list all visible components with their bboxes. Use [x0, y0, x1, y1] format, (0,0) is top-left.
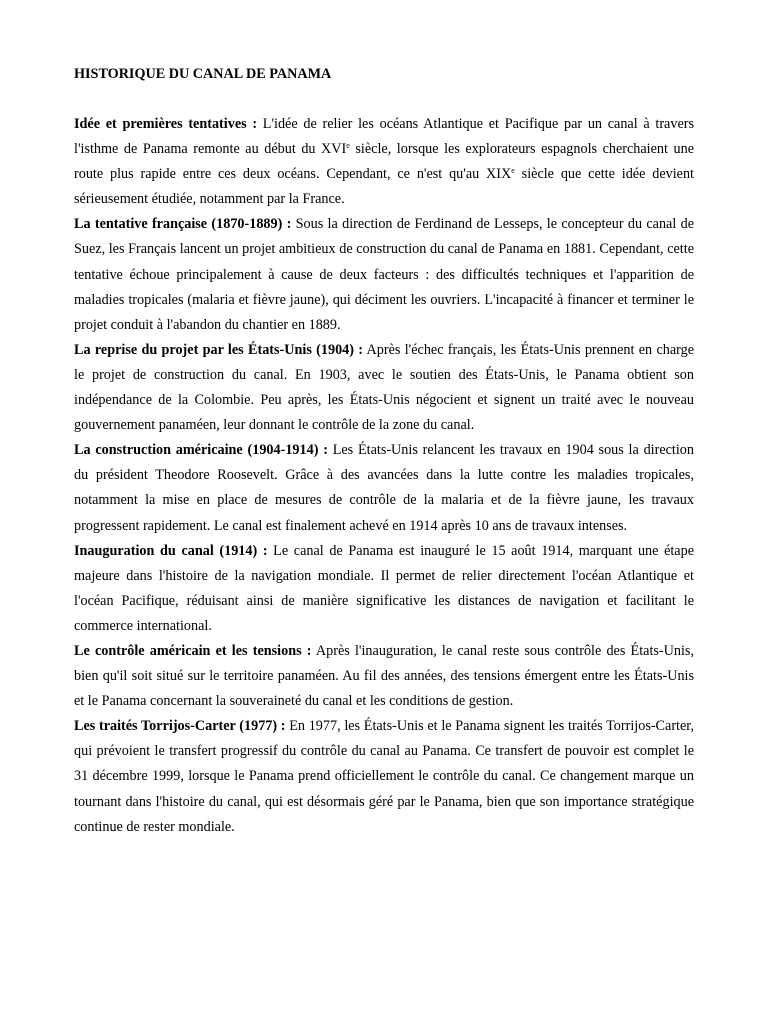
section-text: Les États-Unis relancent les travaux en 1904 sous la direction du président Theodore Roosevelt. Grâce à des avancées dans la lutte contre les maladies tropicales, notamment la mise en place de mesures de contrôle de la malaria et de la fièvre jaune, les travaux progressent rapidement. Le canal est finalement achevé en 1914 après 10 ans de travaux intenses. [74, 442, 694, 534]
section-text: Sous la direction de Ferdinand de Lesseps, le concepteur du canal de Suez, les Français lancent un projet ambitieux de construction du canal de Panama en 1881. Cependant, cette tentative échoue principalement à cause de deux facteurs : des difficultés techniques et l'apparition de maladies tropicales (malaria et fièvre jaune), qui déciment les ouvriers. L'incapacité à financer et terminer le projet conduit à l'abandon du chantier en 1889. [74, 216, 694, 333]
section-heading: La construction américaine (1904-1914) : [74, 442, 328, 459]
section-text: Après l'échec français, les États-Unis prennent en charge le projet de construction du canal. En 1903, avec le soutien des États-Unis, le Panama obtient son indépendance de la Colombie. Peu après, les États-Unis négocient et signent un traité avec le nouveau gouvernement panaméen, leur donnant le contrôle de la zone du canal. [74, 341, 694, 434]
section-us-takeover [74, 338, 694, 438]
section-text: L'idée de relier les océans Atlantique et Pacifique par un canal à travers l'isthme de Panama remonte au début du XVI [74, 116, 694, 158]
section-text: Après l'inauguration, le canal reste sous contrôle des États-Unis, bien qu'il soit situé sur le territoire panaméen. Au fil des années, des tensions émergent entre les États-Unis et le Panama concernant la souveraineté du canal et les conditions de gestion. [74, 642, 694, 710]
section-heading: Les traités Torrijos-Carter (1977) : [74, 718, 286, 735]
section-text: En 1977, les États-Unis et le Panama signent les traités Torrijos-Carter, qui prévoient le transfert progressif du contrôle du canal au Panama. Ce transfert de pouvoir est complet le 31 décembre 1999, lorsque le Panama prend officiellement le contrôle du canal. Ce changement marque un tournant dans l'histoire du canal, qui est désormais géré par le Panama, bien que son importance stratégique continue de rester mondiale. [74, 718, 694, 835]
section-heading: La tentative française (1870-1889) : [74, 216, 292, 233]
section-heading: Idée et premières tentatives : [74, 116, 258, 132]
section-french-attempt [74, 212, 694, 337]
section-text: siècle, lorsque les explorateurs espagnols cherchaient une route plus rapide entre ces deux océans. Cependant, ce n'est qu'au XIX [74, 141, 694, 183]
document-title: HISTORIQUE DU CANAL DE PANAMA [74, 66, 332, 82]
section-heading: Le contrôle américain et les tensions : [74, 642, 312, 659]
section-torrijos-carter [74, 714, 694, 839]
section-heading: La reprise du projet par les États-Unis (1904) : [74, 341, 364, 358]
section-heading: Inauguration du canal (1914) : [74, 542, 268, 559]
superscript: e [346, 141, 350, 151]
section-text: Le canal de Panama est inauguré le 15 août 1914, marquant une étape majeure dans l'histoire de la navigation mondiale. Il permet de relier directement l'océan Atlantique et l'océan Pacifique, réduisant ainsi de manière significative les distances de navigation et facilitant le commerce international. [74, 542, 694, 634]
superscript: e [511, 166, 515, 176]
section-ideas [74, 112, 694, 212]
document-page [74, 62, 694, 840]
section-american-control [74, 639, 694, 714]
section-text: siècle que cette idée devient sérieusement étudiée, notamment par la France. [74, 166, 694, 208]
section-inauguration [74, 539, 694, 639]
section-american-construction [74, 438, 694, 538]
